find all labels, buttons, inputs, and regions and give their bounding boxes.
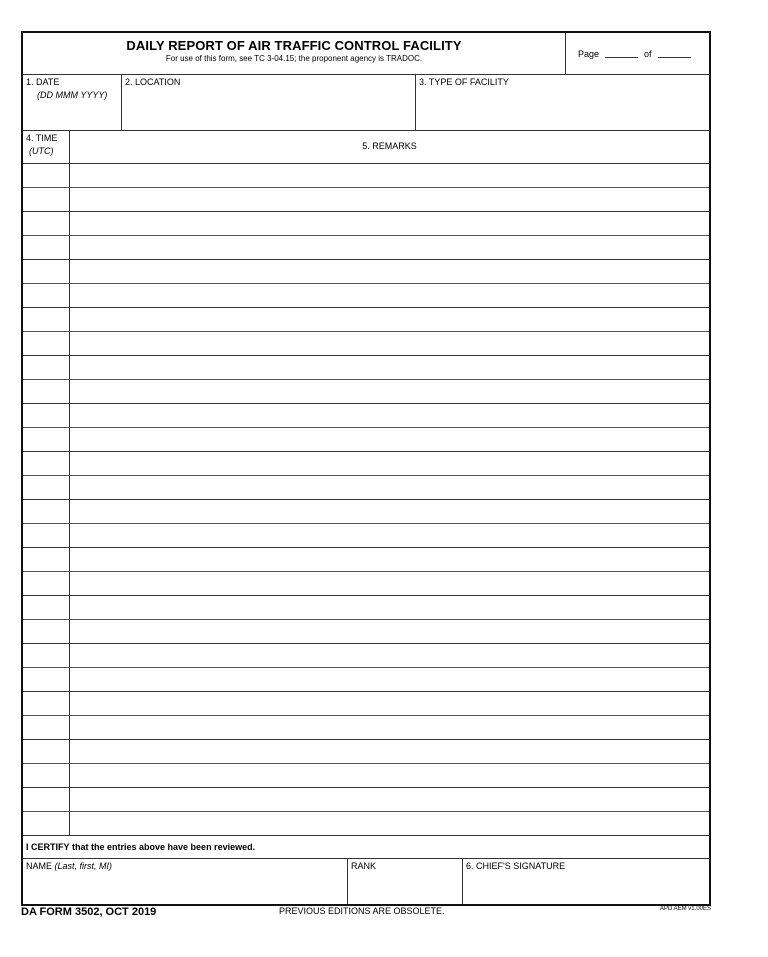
time-input[interactable] (23, 740, 70, 763)
log-row (23, 284, 709, 308)
time-input[interactable] (23, 308, 70, 331)
time-input[interactable] (23, 212, 70, 235)
log-row (23, 404, 709, 428)
facility-type-field[interactable] (416, 75, 709, 130)
log-row (23, 500, 709, 524)
remarks-input[interactable] (70, 740, 709, 763)
title-block (23, 33, 566, 74)
form-title: DAILY REPORT OF AIR TRAFFIC CONTROL FACILITY (126, 38, 462, 53)
log-row (23, 236, 709, 260)
remarks-input[interactable] (70, 476, 709, 499)
page-label: Page (578, 48, 600, 59)
log-row (23, 596, 709, 620)
obsolete-note: PREVIOUS EDITIONS ARE OBSOLETE. (279, 906, 445, 916)
log-row (23, 188, 709, 212)
remarks-input[interactable] (70, 164, 709, 187)
time-input[interactable] (23, 332, 70, 355)
remarks-input[interactable] (70, 212, 709, 235)
remarks-input[interactable] (70, 188, 709, 211)
log-row (23, 668, 709, 692)
log-row (23, 428, 709, 452)
time-input[interactable] (23, 428, 70, 451)
log-row (23, 572, 709, 596)
remarks-input[interactable] (70, 236, 709, 259)
rank-field[interactable] (348, 859, 463, 904)
remarks-input[interactable] (70, 284, 709, 307)
log-row (23, 716, 709, 740)
certify-statement (23, 836, 709, 859)
remarks-input[interactable] (70, 380, 709, 403)
time-input[interactable] (23, 764, 70, 787)
date-label: 1. DATE (26, 77, 60, 87)
remarks-input[interactable] (70, 428, 709, 451)
remarks-input[interactable] (70, 644, 709, 667)
log-row (23, 764, 709, 788)
name-label: NAME (26, 861, 53, 871)
time-column-header (23, 131, 70, 163)
log-row (23, 164, 709, 188)
remarks-input[interactable] (70, 596, 709, 619)
log-row (23, 644, 709, 668)
page-numbering (566, 33, 709, 74)
log-header-row (23, 131, 709, 164)
time-input[interactable] (23, 620, 70, 643)
log-row (23, 692, 709, 716)
time-input[interactable] (23, 236, 70, 259)
remarks-input[interactable] (70, 260, 709, 283)
log-row (23, 380, 709, 404)
time-input[interactable] (23, 404, 70, 427)
remarks-label: 5. REMARKS (362, 141, 417, 151)
remarks-input[interactable] (70, 572, 709, 595)
time-input[interactable] (23, 164, 70, 187)
time-input[interactable] (23, 452, 70, 475)
location-field[interactable] (122, 75, 416, 130)
remarks-column-header (70, 131, 709, 163)
time-hint: (UTC) (29, 146, 54, 156)
time-input[interactable] (23, 500, 70, 523)
time-input[interactable] (23, 644, 70, 667)
time-input[interactable] (23, 284, 70, 307)
facility-type-label: 3. TYPE OF FACILITY (419, 77, 509, 87)
name-hint: (Last, first, MI) (54, 861, 113, 871)
time-label: 4. TIME (26, 133, 58, 143)
time-input[interactable] (23, 788, 70, 811)
log-row (23, 524, 709, 548)
remarks-input[interactable] (70, 500, 709, 523)
remarks-input[interactable] (70, 788, 709, 811)
time-input[interactable] (23, 692, 70, 715)
log-row (23, 308, 709, 332)
remarks-input[interactable] (70, 452, 709, 475)
name-field[interactable] (23, 859, 348, 904)
time-input[interactable] (23, 356, 70, 379)
form-header (23, 33, 709, 75)
log-row (23, 740, 709, 764)
remarks-input[interactable] (70, 332, 709, 355)
name-label-block (23, 859, 347, 874)
remarks-input[interactable] (70, 668, 709, 691)
form-subtitle: For use of this form, see TC 3-04.15; the proponent agency is TRADOC. (165, 54, 423, 63)
time-input[interactable] (23, 548, 70, 571)
time-input[interactable] (23, 668, 70, 691)
remarks-input[interactable] (70, 524, 709, 547)
time-input[interactable] (23, 716, 70, 739)
remarks-input[interactable] (70, 548, 709, 571)
chief-signature-field[interactable] (463, 859, 709, 904)
log-row (23, 452, 709, 476)
log-row (23, 476, 709, 500)
remarks-input[interactable] (70, 308, 709, 331)
log-rows (23, 164, 709, 836)
remarks-input[interactable] (70, 620, 709, 643)
log-row (23, 812, 709, 836)
time-input[interactable] (23, 596, 70, 619)
remarks-input[interactable] (70, 404, 709, 427)
form-footer (21, 906, 711, 922)
remarks-input[interactable] (70, 692, 709, 715)
log-row (23, 548, 709, 572)
log-row (23, 356, 709, 380)
remarks-input[interactable] (70, 716, 709, 739)
total-pages-field[interactable] (658, 49, 691, 58)
rank-label: RANK (351, 861, 377, 871)
time-input[interactable] (23, 572, 70, 595)
remarks-input[interactable] (70, 812, 709, 835)
time-input[interactable] (23, 524, 70, 547)
certify-text: that the entries above have been reviewed. (69, 842, 256, 852)
page-number-field[interactable] (605, 49, 638, 58)
time-input[interactable] (23, 260, 70, 283)
location-label: 2. LOCATION (125, 77, 181, 87)
certify-bold: I CERTIFY (26, 842, 70, 852)
facility-info-row (23, 75, 709, 131)
log-row (23, 260, 709, 284)
log-row (23, 788, 709, 812)
version-tag: APD AEM v1.00ES (659, 906, 711, 912)
date-field[interactable] (23, 75, 122, 130)
time-input[interactable] (23, 188, 70, 211)
time-input[interactable] (23, 380, 70, 403)
log-row (23, 620, 709, 644)
time-input[interactable] (23, 812, 70, 835)
remarks-input[interactable] (70, 356, 709, 379)
da-form-3502 (21, 31, 711, 906)
signature-label: 6. CHIEF'S SIGNATURE (466, 861, 566, 871)
signature-row (23, 859, 709, 904)
log-row (23, 212, 709, 236)
form-id: DA FORM 3502, OCT 2019 (21, 906, 157, 918)
remarks-input[interactable] (70, 764, 709, 787)
date-hint: (DD MMM YYYY) (37, 90, 108, 100)
log-row (23, 332, 709, 356)
time-input[interactable] (23, 476, 70, 499)
of-label: of (644, 48, 652, 59)
